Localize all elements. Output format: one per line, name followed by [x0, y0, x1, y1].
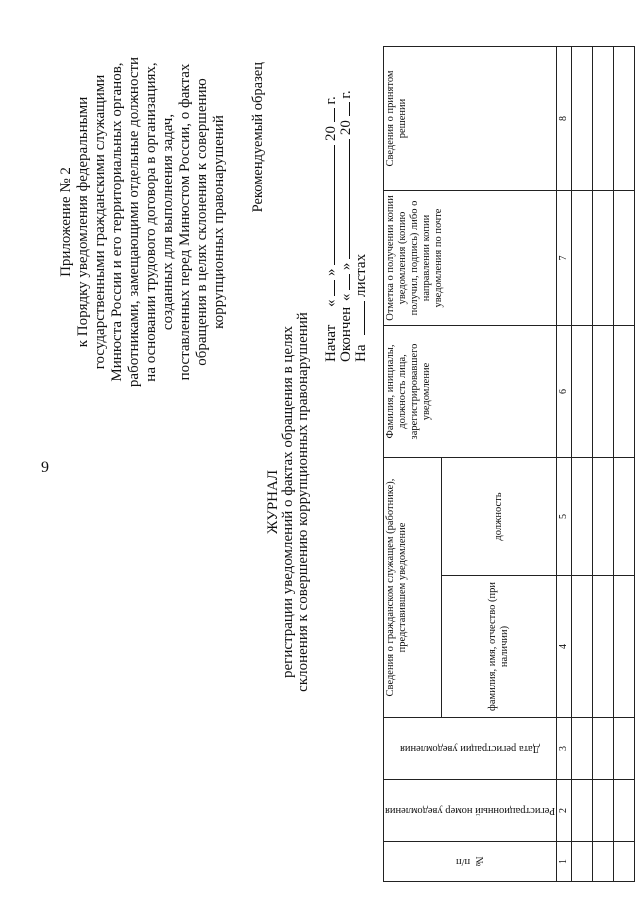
day-blank — [322, 280, 335, 296]
year-blank — [322, 108, 335, 122]
table-cell — [572, 780, 593, 842]
column-number: 4 — [557, 576, 572, 718]
appendix-line: к Порядку уведомления федеральными — [75, 96, 91, 348]
column-number: 7 — [557, 191, 572, 326]
header-reg-date-text: Дата регистрации уведомления — [400, 743, 540, 755]
table-cell — [572, 458, 593, 576]
appendix-line: обращения в целях склонения к совершению — [194, 78, 210, 366]
day-blank — [337, 274, 350, 290]
table-cell — [614, 780, 635, 842]
table-cell — [572, 326, 593, 458]
table-cell — [614, 458, 635, 576]
table-cell — [572, 576, 593, 718]
appendix-line: государственными гражданскими служащими — [92, 74, 108, 370]
header-employee-group: Сведения о гражданском служащем (работнике), представившем уведомление — [384, 458, 442, 718]
header-reg-number-text: Регистрационный номер уведомления — [385, 805, 556, 817]
dates-block — [322, 42, 367, 362]
started-label: Начат — [323, 324, 339, 362]
finished-row — [337, 42, 352, 362]
header-reg-date — [384, 718, 557, 780]
quote-open: « — [323, 299, 339, 307]
column-number: 5 — [557, 458, 572, 576]
table-cell — [593, 576, 614, 718]
appendix-line: Минюста России и его территориальных органов, — [109, 62, 125, 382]
started-row — [322, 42, 337, 362]
finished-label: Окончен — [338, 306, 354, 362]
page-number: 9 — [41, 459, 49, 476]
journal-title-block — [266, 282, 311, 722]
header-reg-number — [384, 780, 557, 842]
quote-open: « — [338, 293, 354, 302]
table-cell — [572, 842, 593, 882]
appendix-line: работниками, замещающими отдельные должности — [126, 56, 142, 388]
table-cell — [593, 718, 614, 780]
year-blank — [337, 102, 350, 116]
year-prefix: 20 — [323, 125, 339, 141]
header-fio: фамилия, имя, отчество (при наличии) — [442, 576, 557, 718]
table-row — [593, 47, 614, 882]
table-cell — [614, 47, 635, 191]
table-cell — [572, 47, 593, 191]
quote-close: » — [338, 262, 354, 271]
header-registrar: Фамилия, инициалы, должность лица, зарегистрировавшего уведомление — [384, 326, 557, 458]
appendix-line: поставленных перед Минюстом России, о фактах — [177, 63, 193, 381]
header-num-text: № п/п — [456, 856, 484, 868]
table-cell — [614, 718, 635, 780]
header-num — [384, 842, 557, 882]
column-number-row — [557, 47, 572, 882]
table-cell — [593, 47, 614, 191]
appendix-line: на основании трудового договора в организациях, — [143, 62, 159, 382]
year-prefix: 20 — [338, 120, 354, 136]
table-cell — [593, 326, 614, 458]
header-copy-mark: Отметка о получении копии уведомления (копию получил, подпись) либо о направлении копии уведомления по почте — [384, 191, 557, 326]
column-number: 1 — [557, 842, 572, 882]
year-suffix: г. — [323, 96, 339, 105]
table-cell — [593, 458, 614, 576]
recommended-sample-label: Рекомендуемый образец — [250, 62, 266, 213]
table-row — [572, 47, 593, 882]
column-number: 6 — [557, 326, 572, 458]
header-decision: Сведения о принятом решении — [384, 47, 557, 191]
table-cell — [614, 842, 635, 882]
year-suffix: г. — [338, 90, 354, 99]
on-label: На — [353, 344, 369, 362]
journal-subtitle: склонения к совершению коррупционных правонарушений — [295, 312, 311, 692]
header-row — [384, 47, 442, 882]
month-blank — [337, 139, 350, 259]
table-cell — [614, 326, 635, 458]
table-cell — [614, 191, 635, 326]
table-cell — [593, 842, 614, 882]
sheets-label: листах — [353, 253, 369, 297]
appendix-line: Приложение № 2 — [58, 167, 74, 277]
table-cell — [593, 780, 614, 842]
sheets-row — [352, 42, 367, 362]
journal-title: ЖУРНАЛ — [265, 469, 281, 535]
appendix-header — [58, 22, 228, 422]
appendix-line: коррупционных правонарушений — [211, 115, 227, 329]
sheets-blank — [352, 301, 365, 335]
journal-subtitle: регистрации уведомлений о фактах обращения в целях — [280, 326, 296, 678]
table-row — [614, 47, 635, 882]
appendix-line: созданных для выполнения задач, — [160, 113, 176, 331]
table-cell — [614, 576, 635, 718]
column-number: 8 — [557, 47, 572, 191]
header-position: должность — [442, 458, 557, 576]
table-cell — [572, 718, 593, 780]
month-blank — [322, 145, 335, 265]
column-number: 3 — [557, 718, 572, 780]
table-cell — [593, 191, 614, 326]
table-cell — [572, 191, 593, 326]
quote-close: » — [323, 268, 339, 276]
journal-table — [383, 46, 635, 882]
column-number: 2 — [557, 780, 572, 842]
